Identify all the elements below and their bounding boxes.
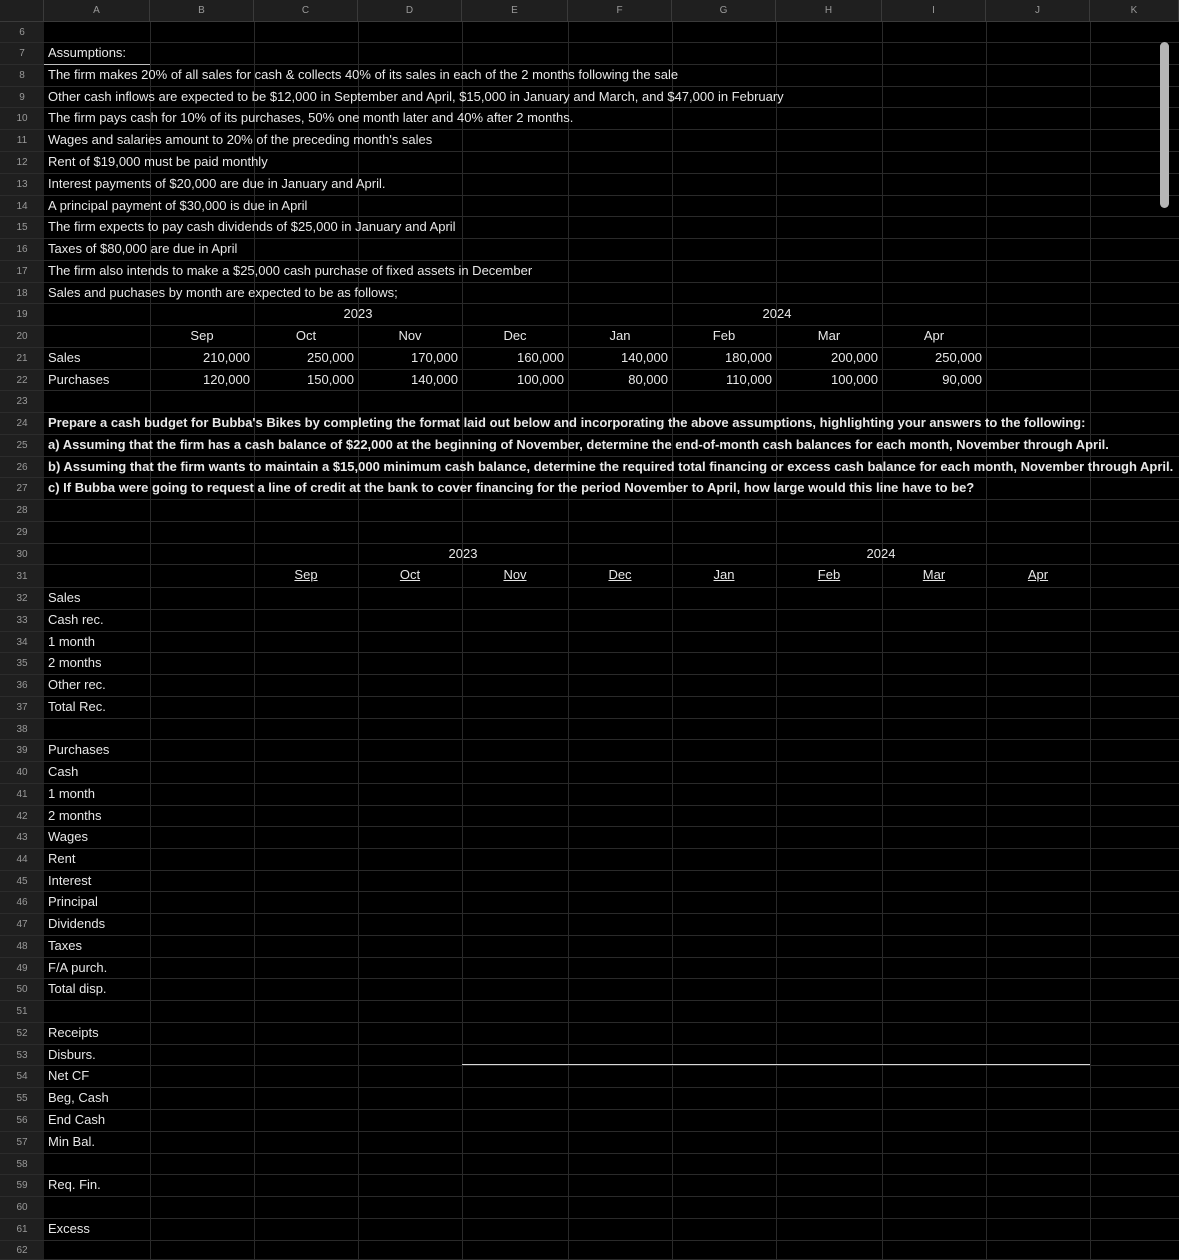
assumption-line: Taxes of $80,000 are due in April (48, 241, 238, 256)
assumption-line: The firm expects to pay cash dividends of $25,000 in January and April (48, 219, 456, 234)
row-header[interactable]: 26 (0, 457, 44, 478)
gridline (44, 1153, 1179, 1154)
row-header[interactable]: 10 (0, 108, 44, 130)
gridline (986, 22, 987, 1260)
row-header[interactable]: 42 (0, 806, 44, 827)
budget-label-rent: Rent (48, 851, 76, 866)
budget-label-other-rec: Other rec. (48, 677, 106, 692)
budget-label-net-cf: Net CF (48, 1068, 90, 1083)
budget-month: Nov (503, 567, 527, 582)
gridline (44, 674, 1179, 675)
gridline (44, 652, 1179, 653)
assumption-line: Other cash inflows are expected to be $12,000 in September and April, $15,000 in January and March, and $47,000 in February (48, 89, 784, 104)
row-header[interactable]: 53 (0, 1045, 44, 1066)
gridline (44, 805, 1179, 806)
row-header[interactable]: 11 (0, 130, 44, 152)
budget-label-2-months-rec: 2 months (48, 655, 102, 670)
row-header[interactable]: 17 (0, 261, 44, 283)
gridline (882, 22, 883, 1260)
column-header-b[interactable]: B (150, 0, 254, 22)
row-header[interactable]: 29 (0, 522, 44, 544)
gridline (44, 609, 1179, 610)
assumption-line: The firm makes 20% of all sales for cash & collects 40% of its sales in each of the 2 months following the sale (48, 67, 679, 82)
forecast-purchases-value: 90,000 (942, 372, 982, 387)
row-header[interactable]: 60 (0, 1197, 44, 1219)
budget-label-2-months-pay: 2 months (48, 808, 102, 823)
gridline (44, 783, 1179, 784)
row-header[interactable]: 57 (0, 1132, 44, 1154)
row-header[interactable]: 34 (0, 632, 44, 653)
gridline (44, 696, 1179, 697)
gridline (44, 1087, 1179, 1088)
column-header-i[interactable]: I (882, 0, 986, 22)
forecast-month: Dec (503, 328, 527, 343)
row-header[interactable]: 14 (0, 196, 44, 217)
row-header[interactable]: 33 (0, 610, 44, 632)
budget-label-end-cash: End Cash (48, 1112, 106, 1127)
forecast-month: Jan (609, 328, 631, 343)
gridline (44, 543, 1179, 544)
budget-month: Sep (294, 567, 318, 582)
column-header-g[interactable]: G (672, 0, 776, 22)
budget-label-dividends: Dividends (48, 916, 106, 931)
row-header[interactable]: 36 (0, 675, 44, 697)
budget-label-taxes: Taxes (48, 938, 82, 953)
row-header[interactable]: 56 (0, 1110, 44, 1132)
budget-year-2023: 2023 (448, 546, 478, 561)
row-header[interactable]: 62 (0, 1241, 44, 1260)
budget-label-sales: Sales (48, 590, 81, 605)
gridline (44, 718, 1179, 719)
budget-label-disburs: Disburs. (48, 1047, 96, 1062)
row-header[interactable]: 39 (0, 740, 44, 762)
forecast-purchases-value: 100,000 (831, 372, 878, 387)
row-header[interactable]: 22 (0, 370, 44, 391)
forecast-sales-value: 250,000 (307, 350, 354, 365)
gridline (44, 870, 1179, 871)
budget-label-fa-purch: F/A purch. (48, 960, 108, 975)
row-header[interactable]: 6 (0, 22, 44, 43)
budget-label-purchases: Purchases (48, 742, 110, 757)
row-header[interactable]: 41 (0, 784, 44, 806)
gridline (44, 631, 1179, 632)
gridline (44, 957, 1179, 958)
forecast-purchases-value: 100,000 (517, 372, 564, 387)
budget-label-principal: Principal (48, 894, 98, 909)
budget-label-excess: Excess (48, 1221, 90, 1236)
row-header[interactable]: 59 (0, 1175, 44, 1197)
row-header[interactable]: 51 (0, 1001, 44, 1023)
row-header[interactable]: 9 (0, 87, 44, 108)
row-header[interactable]: 23 (0, 391, 44, 413)
column-header-j[interactable]: J (986, 0, 1090, 22)
forecast-month: Nov (398, 328, 422, 343)
instruction-line: Prepare a cash budget for Bubba's Bikes by completing the format laid out below and incorporating the above assumptions, highlighting your answers to the following: (48, 415, 1086, 430)
forecast-purchases-value: 80,000 (628, 372, 668, 387)
column-header-e[interactable]: E (462, 0, 568, 22)
row-header[interactable]: 44 (0, 849, 44, 871)
gridline (44, 1044, 1179, 1045)
column-header-a[interactable]: A (44, 0, 150, 22)
assumption-line: Rent of $19,000 must be paid monthly (48, 154, 268, 169)
budget-month: Feb (817, 567, 841, 582)
column-header-k[interactable]: K (1090, 0, 1179, 22)
row-header[interactable]: 58 (0, 1154, 44, 1175)
gridline (462, 22, 463, 1260)
forecast-month: Mar (817, 328, 841, 343)
select-all-corner[interactable] (0, 0, 44, 22)
budget-label-interest: Interest (48, 873, 92, 888)
row-header[interactable]: 28 (0, 500, 44, 522)
forecast-sales-value: 170,000 (411, 350, 458, 365)
gridline (44, 826, 1179, 827)
row-header[interactable]: 61 (0, 1219, 44, 1241)
row-header[interactable]: 19 (0, 304, 44, 326)
gridline (44, 1174, 1179, 1175)
gridline (672, 22, 673, 1260)
instruction-line: b) Assuming that the firm wants to maintain a $15,000 minimum cash balance, determine the required total financing or excess cash balance for each month, November through April. (48, 459, 1174, 474)
row-header[interactable]: 24 (0, 413, 44, 435)
gridline (44, 1022, 1179, 1023)
column-header-d[interactable]: D (358, 0, 462, 22)
forecast-purchases-value: 140,000 (411, 372, 458, 387)
budget-month: Apr (1027, 567, 1049, 582)
row-header[interactable]: 43 (0, 827, 44, 849)
budget-label-1-month-pay: 1 month (48, 786, 95, 801)
row-header[interactable]: 37 (0, 697, 44, 719)
forecast-month: Sep (190, 328, 214, 343)
budget-label-total-disp: Total disp. (48, 981, 107, 996)
budget-month: Jan (713, 567, 735, 582)
instruction-line: c) If Bubba were going to request a line of credit at the bank to cover financing for the period November to April, how large would this line have to be? (48, 480, 975, 495)
gridline (44, 739, 1179, 740)
column-header-f[interactable]: F (568, 0, 672, 22)
row-header[interactable]: 25 (0, 435, 44, 457)
gridline (776, 22, 777, 1260)
row-header[interactable]: 13 (0, 174, 44, 196)
row-header[interactable]: 21 (0, 348, 44, 370)
row-header[interactable]: 52 (0, 1023, 44, 1045)
column-header-h[interactable]: H (776, 0, 882, 22)
assumption-line: The firm pays cash for 10% of its purchases, 50% one month later and 40% after 2 months. (48, 110, 574, 125)
row-header[interactable]: 20 (0, 326, 44, 348)
forecast-sales-label: Sales (48, 350, 81, 365)
gridline (1090, 22, 1091, 1260)
vertical-scrollbar[interactable] (1160, 42, 1169, 208)
gridline (44, 1240, 1179, 1241)
forecast-sales-value: 160,000 (517, 350, 564, 365)
row-header[interactable]: 32 (0, 588, 44, 610)
gridline (44, 1065, 1179, 1066)
gridline (44, 303, 1179, 304)
gridline (44, 935, 1179, 936)
row-header[interactable]: 46 (0, 892, 44, 914)
gridline (44, 891, 1179, 892)
budget-label-receipts: Receipts (48, 1025, 99, 1040)
budget-month: Dec (608, 567, 632, 582)
row-header[interactable]: 15 (0, 217, 44, 239)
row-header[interactable]: 40 (0, 762, 44, 784)
gridline (44, 1218, 1179, 1219)
row-header[interactable]: 45 (0, 871, 44, 892)
row-header[interactable]: 12 (0, 152, 44, 174)
row-header[interactable]: 38 (0, 719, 44, 740)
assumption-line: Wages and salaries amount to 20% of the preceding month's sales (48, 132, 433, 147)
forecast-sales-value: 200,000 (831, 350, 878, 365)
gridline (44, 848, 1179, 849)
gridline (44, 1109, 1179, 1110)
forecast-sales-value: 250,000 (935, 350, 982, 365)
row-header[interactable]: 54 (0, 1066, 44, 1088)
row-header[interactable]: 7 (0, 43, 44, 65)
gridline (44, 1131, 1179, 1132)
forecast-sales-value: 140,000 (621, 350, 668, 365)
budget-label-1-month-rec: 1 month (48, 634, 95, 649)
assumption-line: A principal payment of $30,000 is due in April (48, 198, 308, 213)
row-header[interactable]: 16 (0, 239, 44, 261)
row-header[interactable]: 50 (0, 979, 44, 1001)
budget-label-beg-cash: Beg, Cash (48, 1090, 109, 1105)
gridline (44, 1000, 1179, 1001)
row-header[interactable]: 48 (0, 936, 44, 958)
gridline (44, 761, 1179, 762)
budget-label-min-bal: Min Bal. (48, 1134, 95, 1149)
budget-year-2024: 2024 (866, 546, 896, 561)
gridline (44, 913, 1179, 914)
forecast-year-2023: 2023 (343, 306, 373, 321)
gridline (44, 978, 1179, 979)
forecast-purchases-label: Purchases (48, 372, 110, 387)
gridline (358, 22, 359, 1260)
forecast-month: Oct (295, 328, 317, 343)
forecast-sales-value: 210,000 (203, 350, 250, 365)
row-header[interactable]: 35 (0, 653, 44, 675)
gridline (44, 521, 1179, 522)
forecast-month: Feb (712, 328, 736, 343)
forecast-purchases-value: 150,000 (307, 372, 354, 387)
gridline (44, 499, 1179, 500)
row-header[interactable]: 27 (0, 478, 44, 500)
forecast-purchases-value: 110,000 (725, 372, 772, 387)
forecast-year-2024: 2024 (762, 306, 792, 321)
forecast-month: Apr (923, 328, 945, 343)
assumption-line: The firm also intends to make a $25,000 cash purchase of fixed assets in December (48, 263, 533, 278)
gridline (44, 390, 1179, 391)
forecast-sales-value: 180,000 (725, 350, 772, 365)
row-header[interactable]: 8 (0, 65, 44, 87)
instruction-line: a) Assuming that the firm has a cash balance of $22,000 at the beginning of November, determine the end-of-month cash balances for each month, November through April. (48, 437, 1109, 452)
assumptions-title: Assumptions: (48, 45, 127, 60)
column-header-c[interactable]: C (254, 0, 358, 22)
gridline (44, 1196, 1179, 1197)
assumption-line: Interest payments of $20,000 are due in January and April. (48, 176, 386, 191)
row-header[interactable]: 18 (0, 283, 44, 304)
budget-label-cash: Cash (48, 764, 79, 779)
gridline (44, 42, 1179, 43)
budget-month: Mar (922, 567, 946, 582)
row-header[interactable]: 30 (0, 544, 44, 565)
budget-label-wages: Wages (48, 829, 88, 844)
budget-label-cash-rec: Cash rec. (48, 612, 104, 627)
cell-border (462, 1064, 1090, 1065)
row-header[interactable]: 55 (0, 1088, 44, 1110)
row-header[interactable]: 31 (0, 565, 44, 588)
row-header[interactable]: 47 (0, 914, 44, 936)
budget-label-total-rec: Total Rec. (48, 699, 106, 714)
budget-label-req-fin: Req. Fin. (48, 1177, 101, 1192)
row-header[interactable]: 49 (0, 958, 44, 979)
assumption-line: Sales and puchases by month are expected to be as follows; (48, 285, 398, 300)
gridline (568, 22, 569, 1260)
forecast-purchases-value: 120,000 (203, 372, 250, 387)
gridline (44, 587, 1179, 588)
budget-month: Oct (399, 567, 421, 582)
